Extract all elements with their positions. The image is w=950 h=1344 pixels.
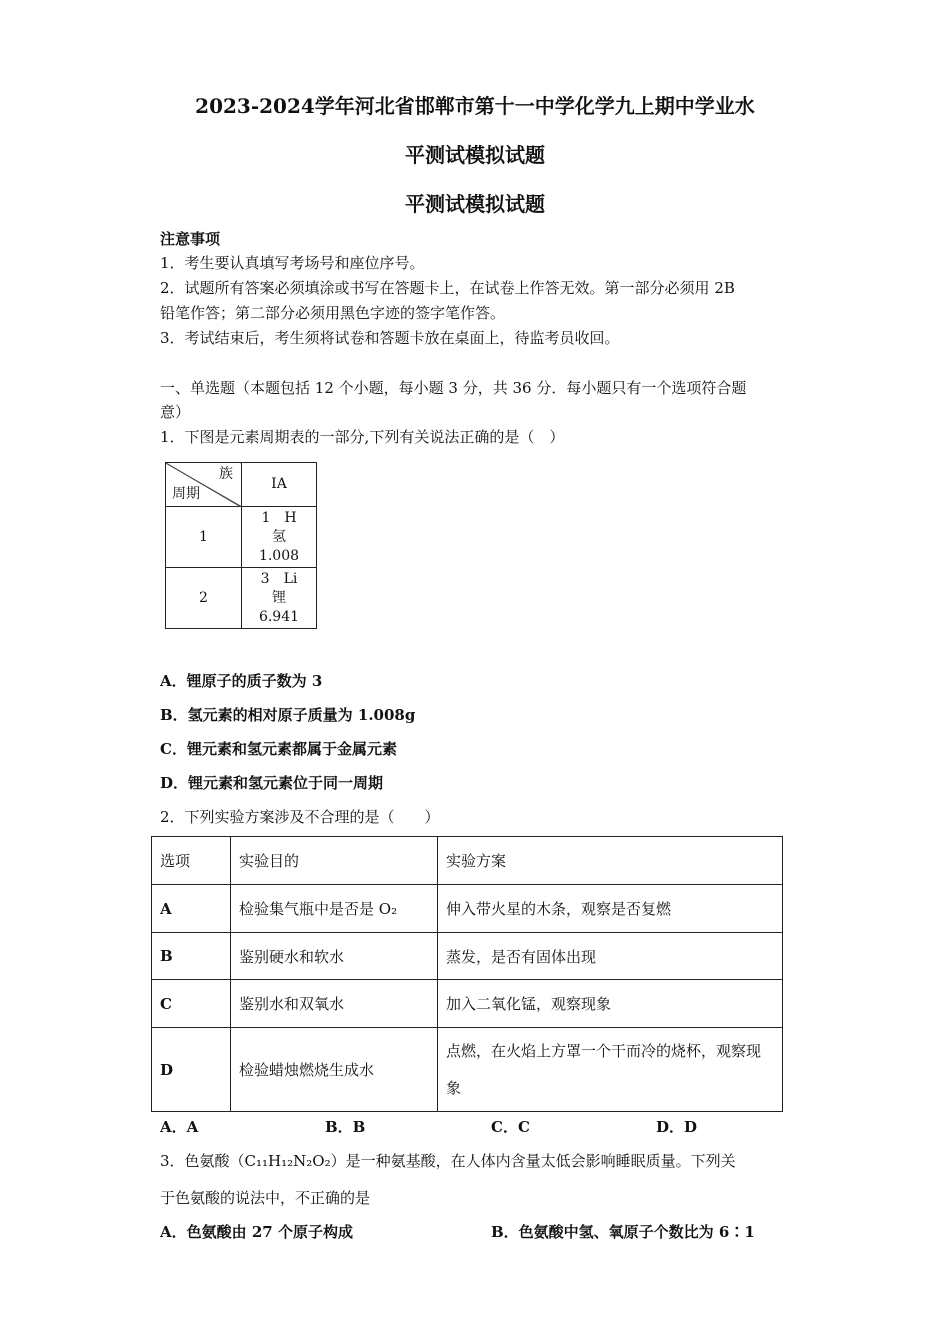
q2-option-b: B．B [325,1118,366,1136]
q2-option-a: A．A [160,1118,199,1136]
q3-stem: 3．色氨酸（C₁₁H₁₂N₂O₂）是一种氨基酸，在人体内含量太低会影响睡眠质量。下列关 [160,1152,736,1170]
q1-option-a: A．锂原子的质子数为 3 [160,672,323,690]
table-cell: D [152,1028,231,1112]
notice-item: 铅笔作答；第二部分必须用黑色字迹的签字笔作答。 [160,304,506,322]
element-number-symbol: 1 H [261,509,297,526]
table-cell: 加入二氧化锰，观察现象 [438,980,783,1028]
experiment-table [151,836,783,1112]
table-cell: 鉴别硬水和软水 [231,933,438,980]
corner-bottom: 周期 [172,486,200,502]
corner-top: 族 [219,466,233,482]
element-number-symbol: 3 Li [260,570,298,587]
title-line1: 2023-2024学年河北省邯郸市第十一中学化学九上期中学业水 [195,94,755,118]
table-cell: 检验蜡烛燃烧生成水 [231,1028,438,1112]
q3-stem-cont: 于色氨酸的说法中，不正确的是 [160,1189,371,1207]
title-line3: 平测试模拟试题 [405,192,545,216]
notice-item: 1．考生要认真填写考场号和座位序号。 [160,254,425,272]
header-cell: 实验目的 [231,837,438,885]
table-cell: 鉴别水和双氧水 [231,980,438,1028]
notice-item: 2．试题所有答案必须填涂或书写在答题卡上，在试卷上作答无效。第一部分必须用 2B [160,279,735,297]
section-heading-cont: 意） [160,403,191,421]
q1-option-c: C．锂元素和氢元素都属于金属元素 [160,740,397,758]
element-name: 氢 [272,528,286,545]
table-cell: 检验集气瓶中是否是 O₂ [231,885,438,933]
element-cell [242,507,317,568]
table-cell: 伸入带火星的木条，观察是否复燃 [438,885,783,933]
title-line2: 平测试模拟试题 [405,143,545,167]
element-cell [242,568,317,629]
header-cell: 选项 [152,837,231,885]
group-header: ⅠA [242,463,317,507]
table-cell: A [152,885,231,933]
corner-cell [166,463,242,507]
notice-item: 3．考试结束后，考生须将试卷和答题卡放在桌面上，待监考员收回。 [160,329,620,347]
period-cell: 2 [166,568,242,629]
table-cell: 蒸发，是否有固体出现 [438,933,783,980]
element-mass: 6.941 [258,608,300,625]
q1-stem: 1．下图是元素周期表的一部分,下列有关说法正确的是（ ） [160,428,565,446]
section-heading: 一、单选题（本题包括 12 个小题，每小题 3 分，共 36 分．每小题只有一个选项符合题 [160,379,747,397]
element-name: 锂 [272,589,286,606]
table-cell: 点燃，在火焰上方罩一个干而冷的烧杯，观察现象 [438,1028,783,1112]
period-cell: 1 [166,507,242,568]
q1-option-b: B．氢元素的相对原子质量为 1.008g [160,706,416,724]
table-cell: C [152,980,231,1028]
periodic-table [165,462,317,629]
q1-option-d: D．锂元素和氢元素位于同一周期 [160,774,384,792]
element-mass: 1.008 [258,547,300,564]
q2-option-d: D．D [656,1118,698,1136]
q2-stem: 2．下列实验方案涉及不合理的是（ ） [160,808,440,826]
table-cell: B [152,933,231,980]
header-cell: 实验方案 [438,837,783,885]
notice-heading: 注意事项 [160,230,221,248]
q2-option-c: C．C [491,1118,530,1136]
q3-option-b: B．色氨酸中氢、氧原子个数比为 6∶1 [491,1223,755,1241]
q3-option-a: A．色氨酸由 27 个原子构成 [160,1223,353,1241]
